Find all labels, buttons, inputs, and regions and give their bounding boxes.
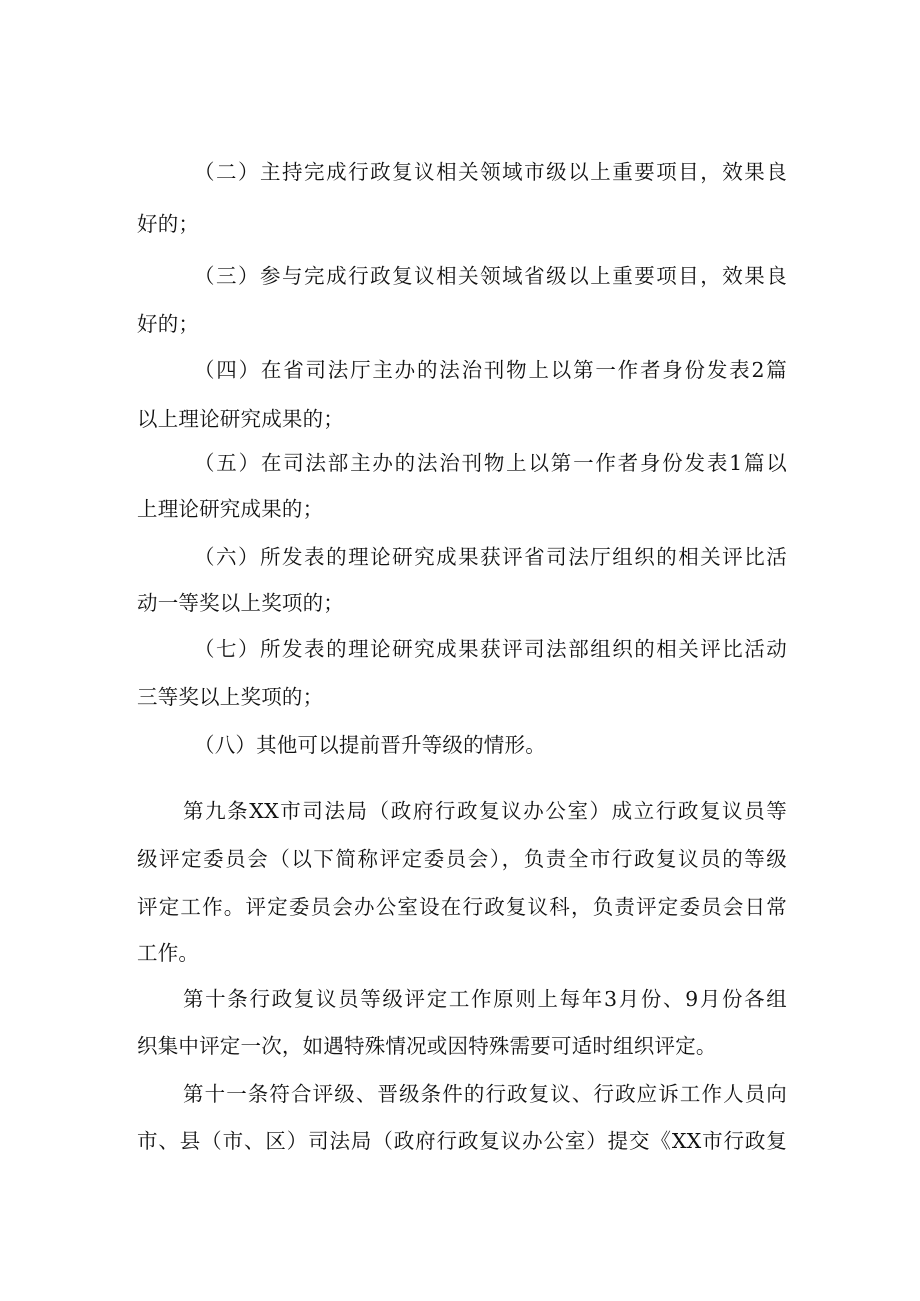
article-10-line-1: 第十条行政复议员等级评定工作原则上每年3月份、9月份各组 [183,987,787,1011]
item-5-line-1: （五）在司法部主办的法治刊物上以第一作者身份发表1篇以 [194,451,787,475]
item-5-line-2: 上理论研究成果的； [137,497,324,521]
item-6-line-2: 动一等奖以上奖项的； [137,591,344,615]
article-9-line-3: 评定工作。评定委员会办公室设在行政复议科，负责评定委员会日常 [137,895,787,919]
item-7-line-2: 三等奖以上奖项的； [137,685,324,709]
article-9-line-2: 级评定委员会（以下简称评定委员会），负责全市行政复议员的等级 [137,847,787,871]
article-11-line-2: 市、县（市、区）司法局（政府行政复议办公室）提交《XX市行政复 [137,1129,787,1153]
item-2-line-2: 好的； [137,212,200,236]
article-9-line-4: 工作。 [137,941,200,965]
item-6-line-1: （六）所发表的理论研究成果获评省司法厅组织的相关评比活 [194,545,787,569]
item-3-line-2: 好的； [137,312,200,336]
item-8-line-1: （八）其他可以提前晋升等级的情形。 [194,733,546,757]
item-4-line-2: 以上理论研究成果的； [137,407,344,431]
item-2-line-1: （二）主持完成行政复议相关领域市级以上重要项目，效果良 [194,160,787,184]
article-11-line-1: 第十一条符合评级、晋级条件的行政复议、行政应诉工作人员向 [183,1082,787,1106]
item-3-line-1: （三）参与完成行政复议相关领域省级以上重要项目，效果良 [194,264,787,288]
item-4-line-1: （四）在省司法厅主办的法治刊物上以第一作者身份发表2篇 [194,358,787,382]
article-9-line-1: 第九条XX市司法局（政府行政复议办公室）成立行政复议员等 [183,799,787,823]
item-7-line-1: （七）所发表的理论研究成果获评司法部组织的相关评比活动 [194,637,787,661]
article-10-line-2: 织集中评定一次，如遇特殊情况或因特殊需要可适时组织评定。 [137,1034,717,1058]
